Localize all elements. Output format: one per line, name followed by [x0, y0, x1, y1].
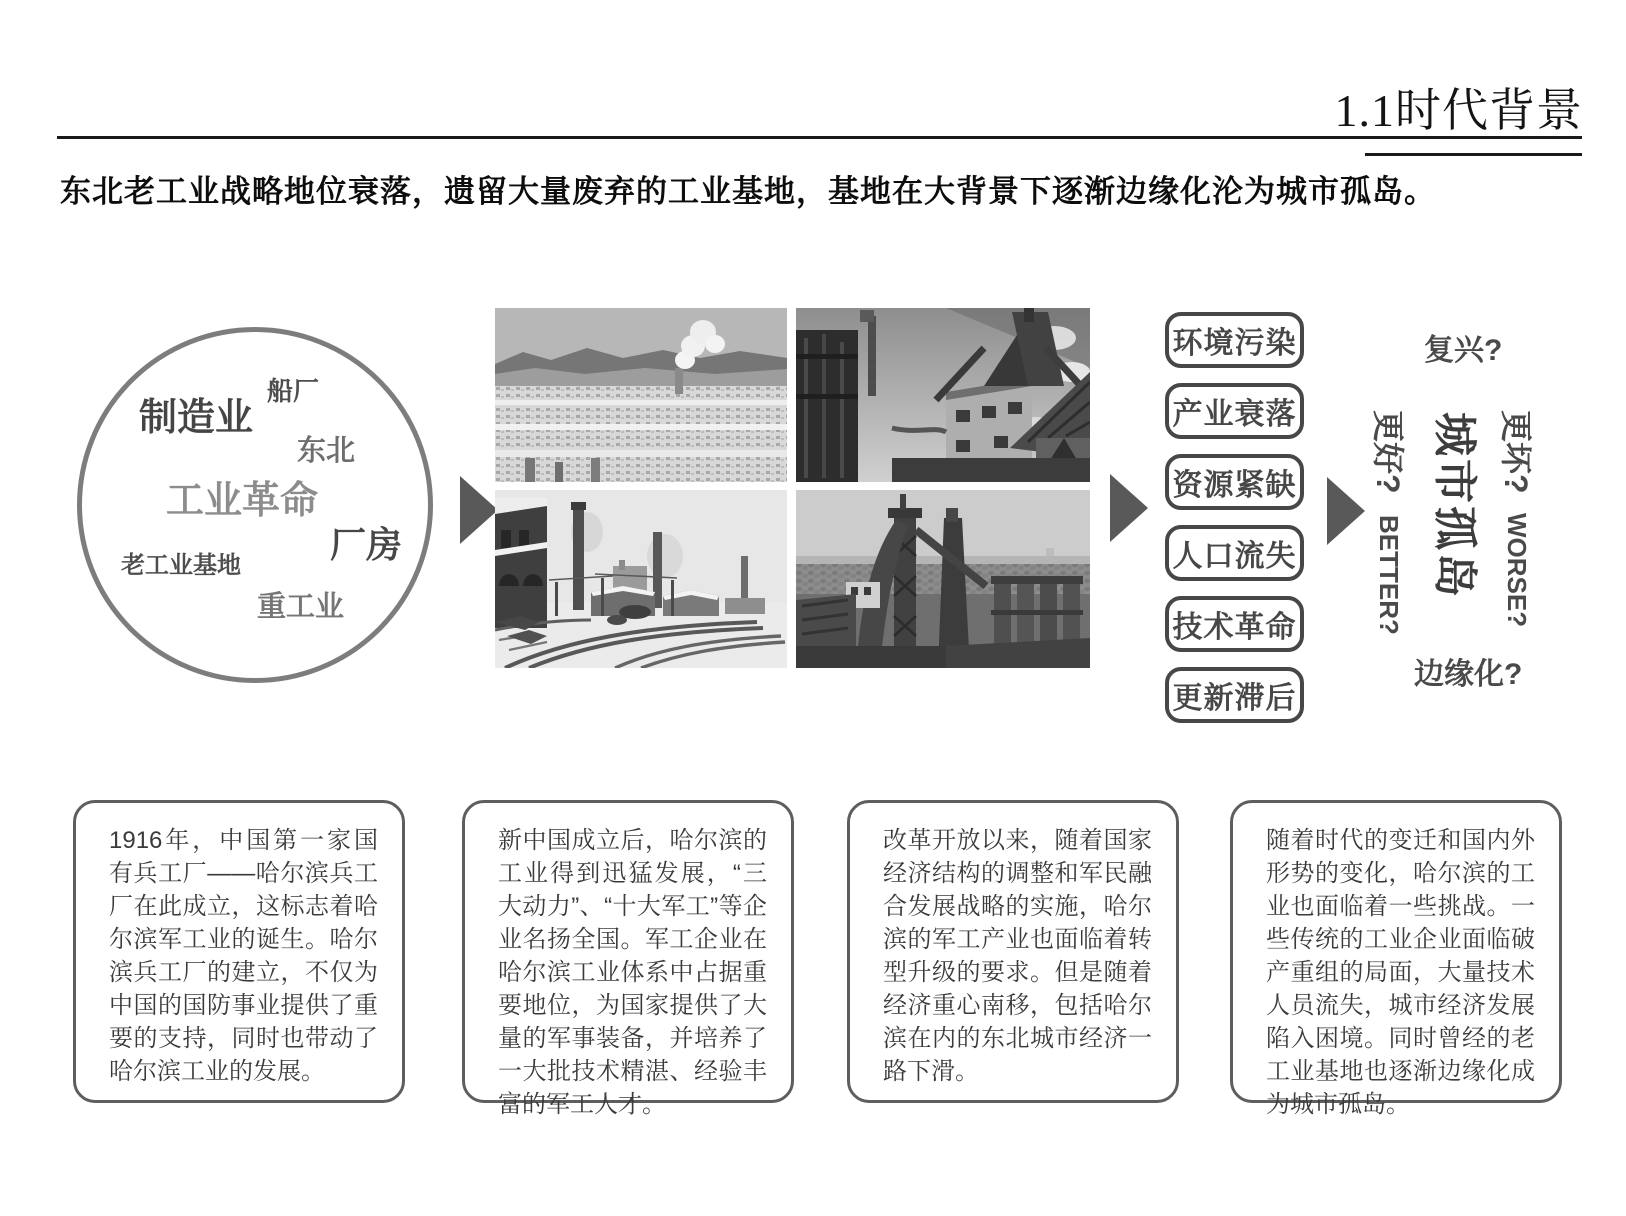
- outcome-word-marginalized: 边缘化?: [1414, 658, 1523, 691]
- cloud-word-factory-building: 厂房: [330, 524, 403, 565]
- outcome-word-better-en: BETTER?: [1374, 515, 1404, 635]
- cloud-word-industrial-revolution: 工业革命: [166, 480, 319, 522]
- page-title: 1.1时代背景: [1334, 85, 1583, 136]
- factor-badge-renewal-lag: 更新滞后: [1165, 667, 1304, 723]
- cloud-word-shipyard: 船厂: [267, 376, 320, 406]
- flow-arrow-icon: [1327, 477, 1365, 545]
- header-rule: [57, 136, 1582, 139]
- photo-furnace-towers: [796, 490, 1090, 668]
- history-box-reform-era: 改革开放以来，随着国家经济结构的调整和军民融合发展战略的实施，哈尔滨的军工产业也面临着转型升级的要求。但是随着经济重心南移，包括哈尔滨在内的东北城市经济一路下滑。: [847, 800, 1179, 1103]
- outcome-word-worse-cn: 更坏?: [1498, 410, 1534, 494]
- title-underline: [1365, 153, 1582, 156]
- cloud-word-manufacturing: 制造业: [139, 397, 254, 439]
- cloud-word-heavy-industry: 重工业: [257, 591, 345, 623]
- photo-blast-furnace: [796, 308, 1090, 482]
- photo-rail-yard: [495, 490, 787, 668]
- factor-badge-population-loss: 人口流失: [1165, 525, 1304, 581]
- photo-winter-city: [495, 308, 787, 482]
- cloud-word-northeast: 东北: [297, 435, 356, 467]
- history-box-new-china: 新中国成立后，哈尔滨的工业得到迅猛发展，“三大动力”、“十大军工”等企业名扬全国。军工企业在哈尔滨工业体系中占据重要地位，为国家提供了大量的军事装备，并培养了一大批技术精湛、经验丰富的军工人才。: [462, 800, 794, 1103]
- factor-badge-tech-revolution: 技术革命: [1165, 596, 1304, 652]
- history-box-present: 随着时代的变迁和国内外形势的变化，哈尔滨的工业也面临着一些挑战。一些传统的工业企业面临破产重组的局面，大量技术人员流失，城市经济发展陷入困境。同时曾经的老工业基地也逐渐边缘化成为城市孤岛。: [1230, 800, 1562, 1103]
- page-subtitle: 东北老工业战略地位衰落，遗留大量废弃的工业基地，基地在大背景下逐渐边缘化沦为城市孤岛。: [60, 174, 1436, 209]
- outcome-word-better-cn: 更好?: [1370, 410, 1406, 494]
- cloud-word-old-industrial-base: 老工业基地: [121, 552, 241, 579]
- factor-badge-pollution: 环境污染: [1165, 312, 1304, 368]
- outcome-word-worse-en: WORSE?: [1502, 513, 1532, 628]
- history-box-1916: 1916年，中国第一家国有兵工厂——哈尔滨兵工厂在此成立，这标志着哈尔滨军工业的诞生。哈尔滨兵工厂的建立，不仅为中国的国防事业提供了重要的支持，同时也带动了哈尔滨工业的发展。: [73, 800, 405, 1103]
- outcome-word-revival: 复兴?: [1424, 334, 1503, 367]
- factor-badge-industry-decline: 产业衰落: [1165, 383, 1304, 439]
- flow-arrow-icon: [1110, 474, 1148, 542]
- flow-arrow-icon: [460, 476, 498, 544]
- outcome-word-city-island: 城市孤岛: [1430, 412, 1479, 600]
- factor-badge-resource-shortage: 资源紧缺: [1165, 454, 1304, 510]
